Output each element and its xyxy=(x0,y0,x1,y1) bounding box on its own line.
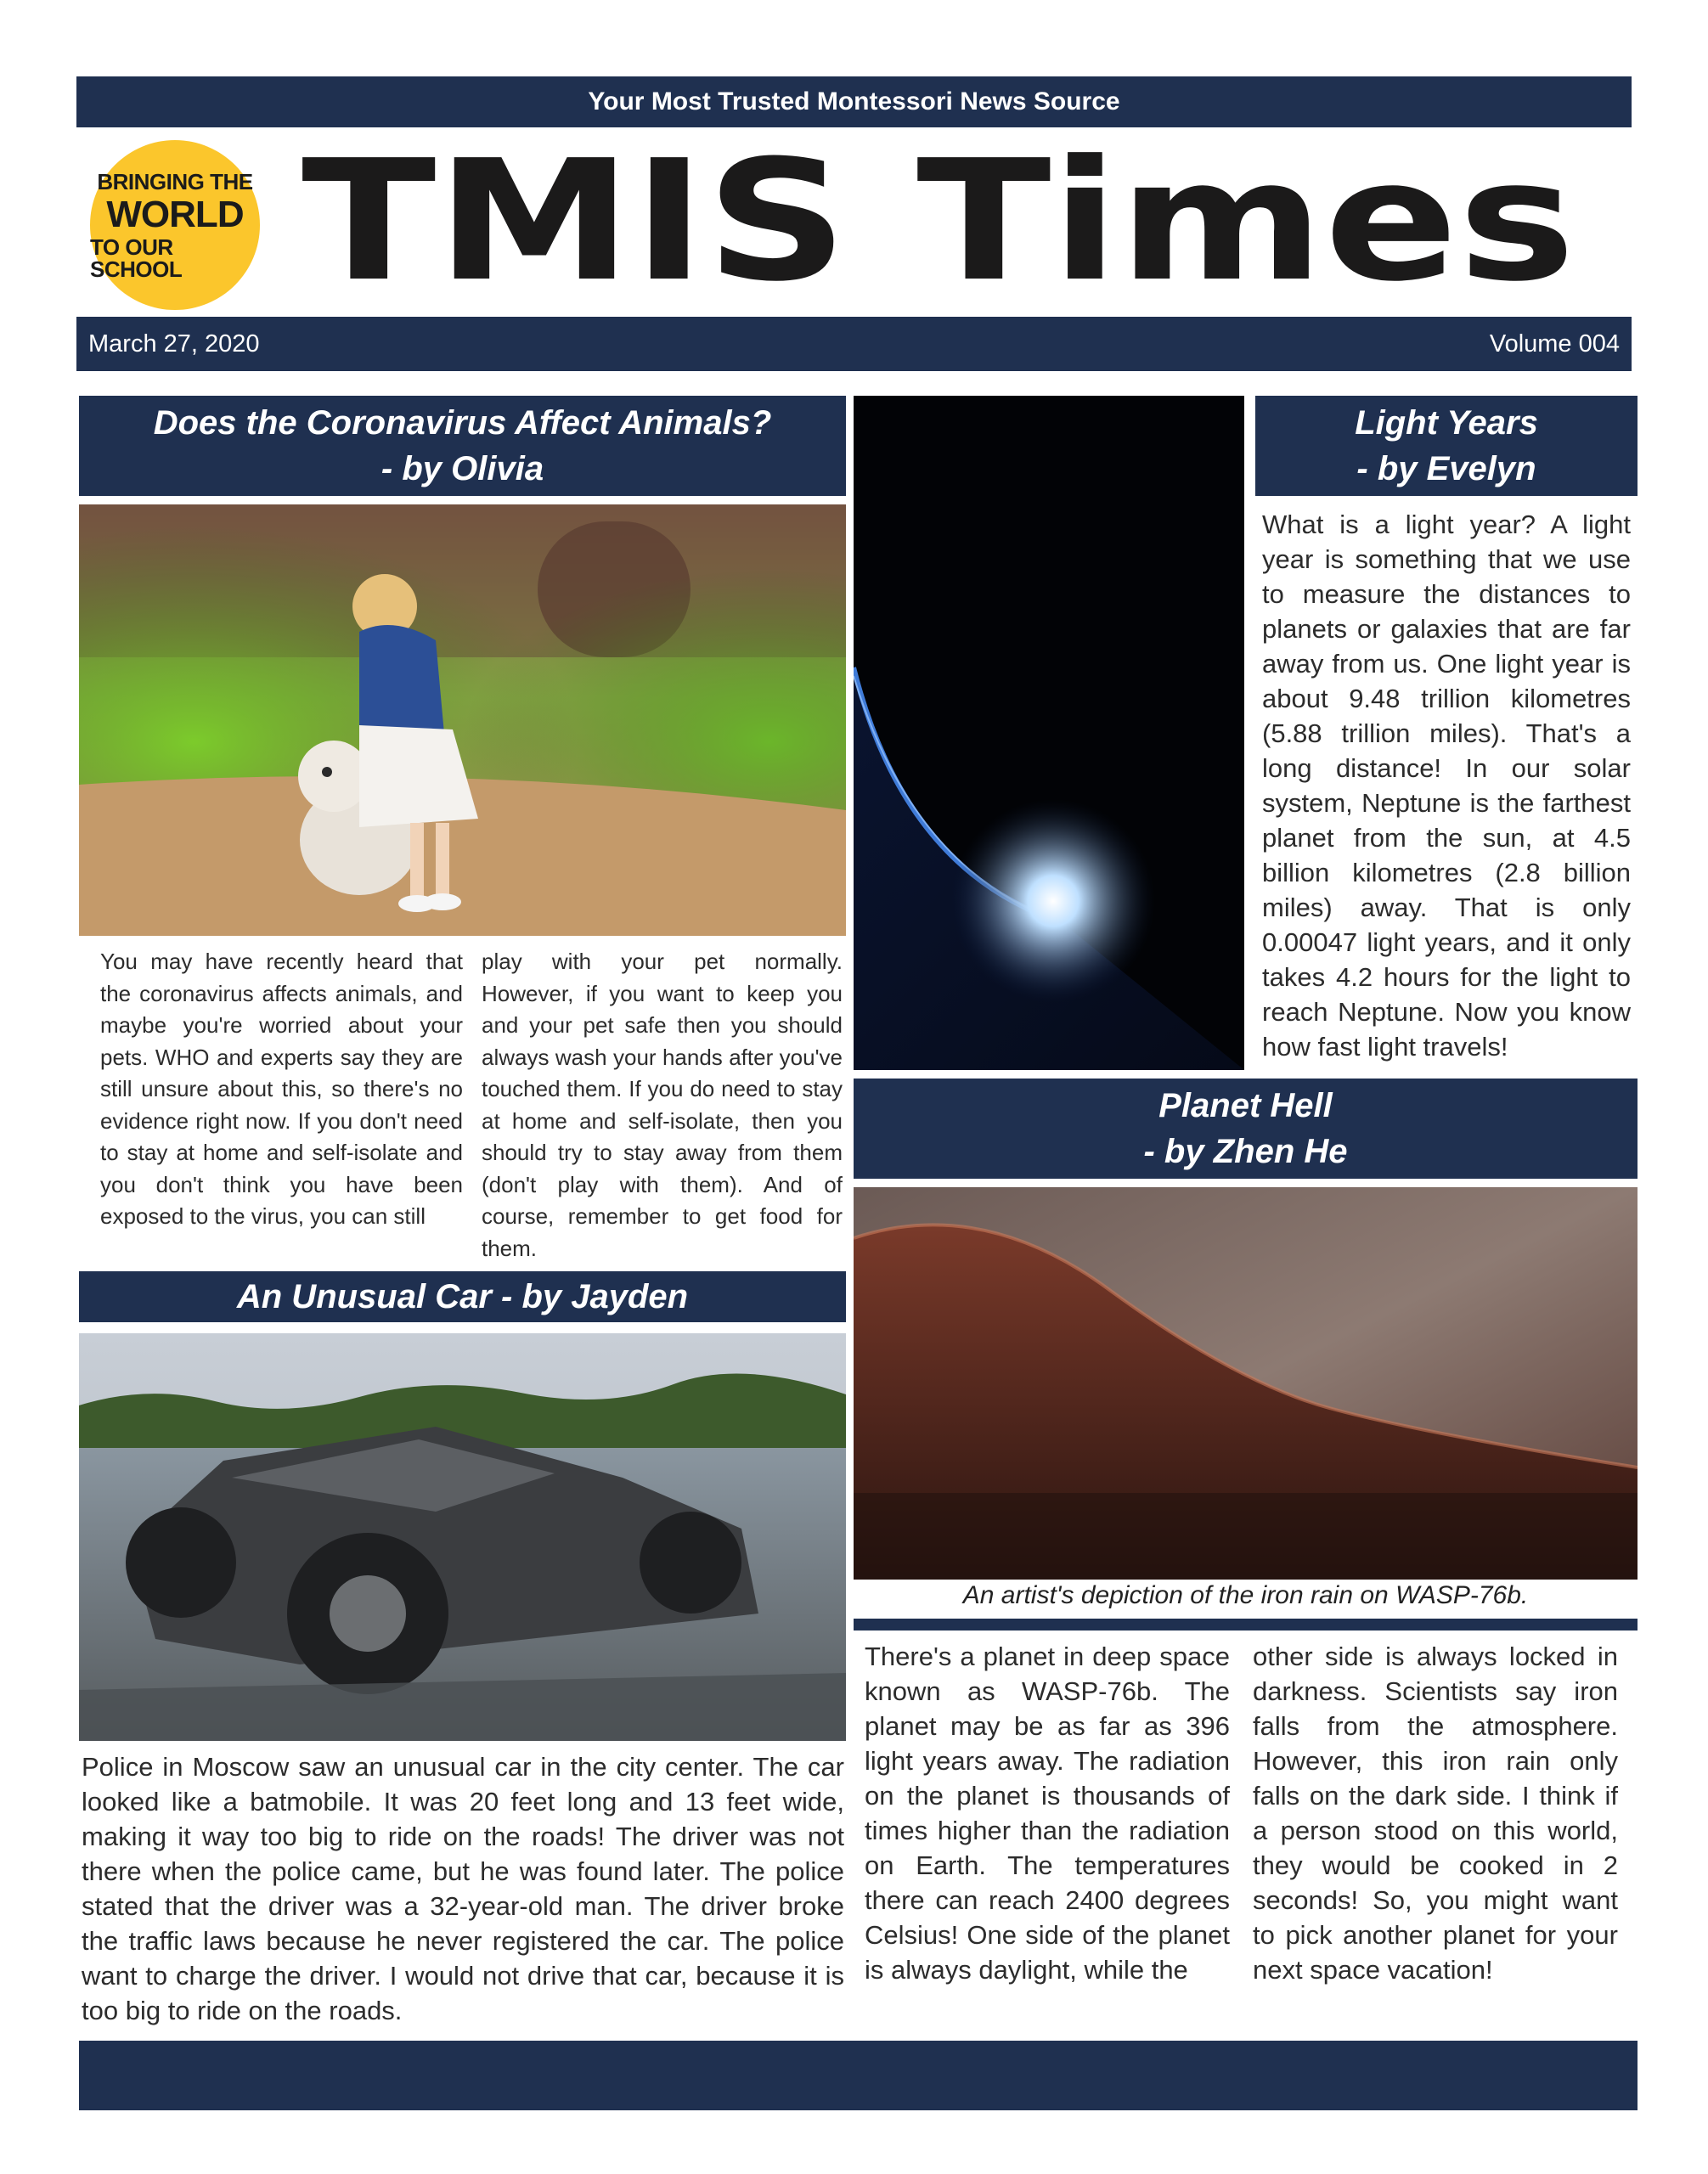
animals-body-col1: You may have recently heard that the coronavirus affects animals, and maybe you're worried about your pets. WHO and experts say they are still unsure about this, so there's no evidence right now. If you don't need to stay at home and self-isolate and you don't think you have been exposed to the virus, you can still xyxy=(100,949,463,1229)
animals-title: Does the Coronavirus Affect Animals? xyxy=(153,404,772,442)
light-byline: - by Evelyn xyxy=(1356,450,1536,487)
school-seal xyxy=(90,140,260,310)
car-body: Police in Moscow saw an unusual car in the city center. The car looked like a batmobile. It was 20 feet long and 13 feet wide, making it way too big to ride on the roads! The driver was not there when the police came, but he was found later. The police stated that the driver was a 32-year-old man. The driver broke the traffic laws because he never registered the car. The police want to charge the driver. I would not drive that car, because it is too big to ride on the roads. xyxy=(82,1752,844,2025)
car-header xyxy=(79,1271,846,1322)
light-header xyxy=(1255,396,1638,496)
planet-body-col1: There's a planet in deep space known as WASP-76b. The planet may be as far as 396 light years away. The radiation on the planet is thousands of times higher than the radiation on Earth. The temperatures there can reach 2400 degrees Celsius! One side of the planet is always daylight, while the xyxy=(865,1642,1230,1985)
seal-line-3: TO OUR SCHOOL xyxy=(90,234,183,282)
masthead xyxy=(297,143,1580,300)
animals-body-col2: play with your pet normally. However, if you want to keep you and your pet safe then you should always wash your hands after you've touched them. If you do need to stay at home and self-isolate, then you should try to stay away from them (don't play with them). And of course, remember to get food for them. xyxy=(482,949,843,1261)
tagline: Your Most Trusted Montessori News Source xyxy=(588,87,1120,115)
issue-volume: Volume 004 xyxy=(1489,329,1620,358)
girl-and-dog-photo xyxy=(79,504,846,936)
animals-header xyxy=(79,396,846,496)
animals-byline: - by Olivia xyxy=(380,450,544,487)
issue-date: March 27, 2020 xyxy=(88,329,260,358)
planet-header xyxy=(854,1079,1638,1179)
light-body: What is a light year? A light year is something that we use to measure the distances to planets or galaxies that are far away from us. One light year is about 9.48 trillion kilometres (5.88 trillion miles). That's a long distance! In our solar system, Neptune is the farthest planet from the sun, at 4.5 billion kilometres (2.8 billion miles) away. That is only 0.00047 light years, and it only takes 4.2 hours for the light to reach Neptune. Now you know how fast light travels! xyxy=(1262,510,1631,1062)
planet-title: Planet Hell xyxy=(1158,1087,1333,1124)
batmobile-photo xyxy=(79,1333,846,1741)
dateline-bar xyxy=(76,317,1632,371)
car-title: An Unusual Car - by Jayden xyxy=(236,1278,689,1315)
tagline-bar xyxy=(76,76,1632,127)
planet-photo-caption: An artist's depiction of the iron rain on WASP-76b. xyxy=(962,1581,1529,1609)
light-title: Light Years xyxy=(1355,404,1538,442)
masthead-title: TMIS Times xyxy=(302,143,1576,300)
iron-rain-photo xyxy=(854,1187,1638,1580)
earth-sunrise-photo xyxy=(854,396,1244,1070)
masthead-svg xyxy=(297,143,1580,300)
seal-line-1: BRINGING THE xyxy=(97,168,253,194)
footer-bar xyxy=(79,2041,1638,2110)
caption-divider xyxy=(854,1619,1638,1630)
seal-line-2: WORLD xyxy=(106,193,244,235)
planet-body-col2: other side is always locked in darkness. Scientists say iron falls from the atmosphere. However, this iron rain only falls on the dark side. I think if a person stood on this world, they would be cooked in 2 seconds! So, you might want to pick another planet for your next space vacation! xyxy=(1253,1642,1618,1985)
planet-byline: - by Zhen He xyxy=(1143,1133,1348,1170)
